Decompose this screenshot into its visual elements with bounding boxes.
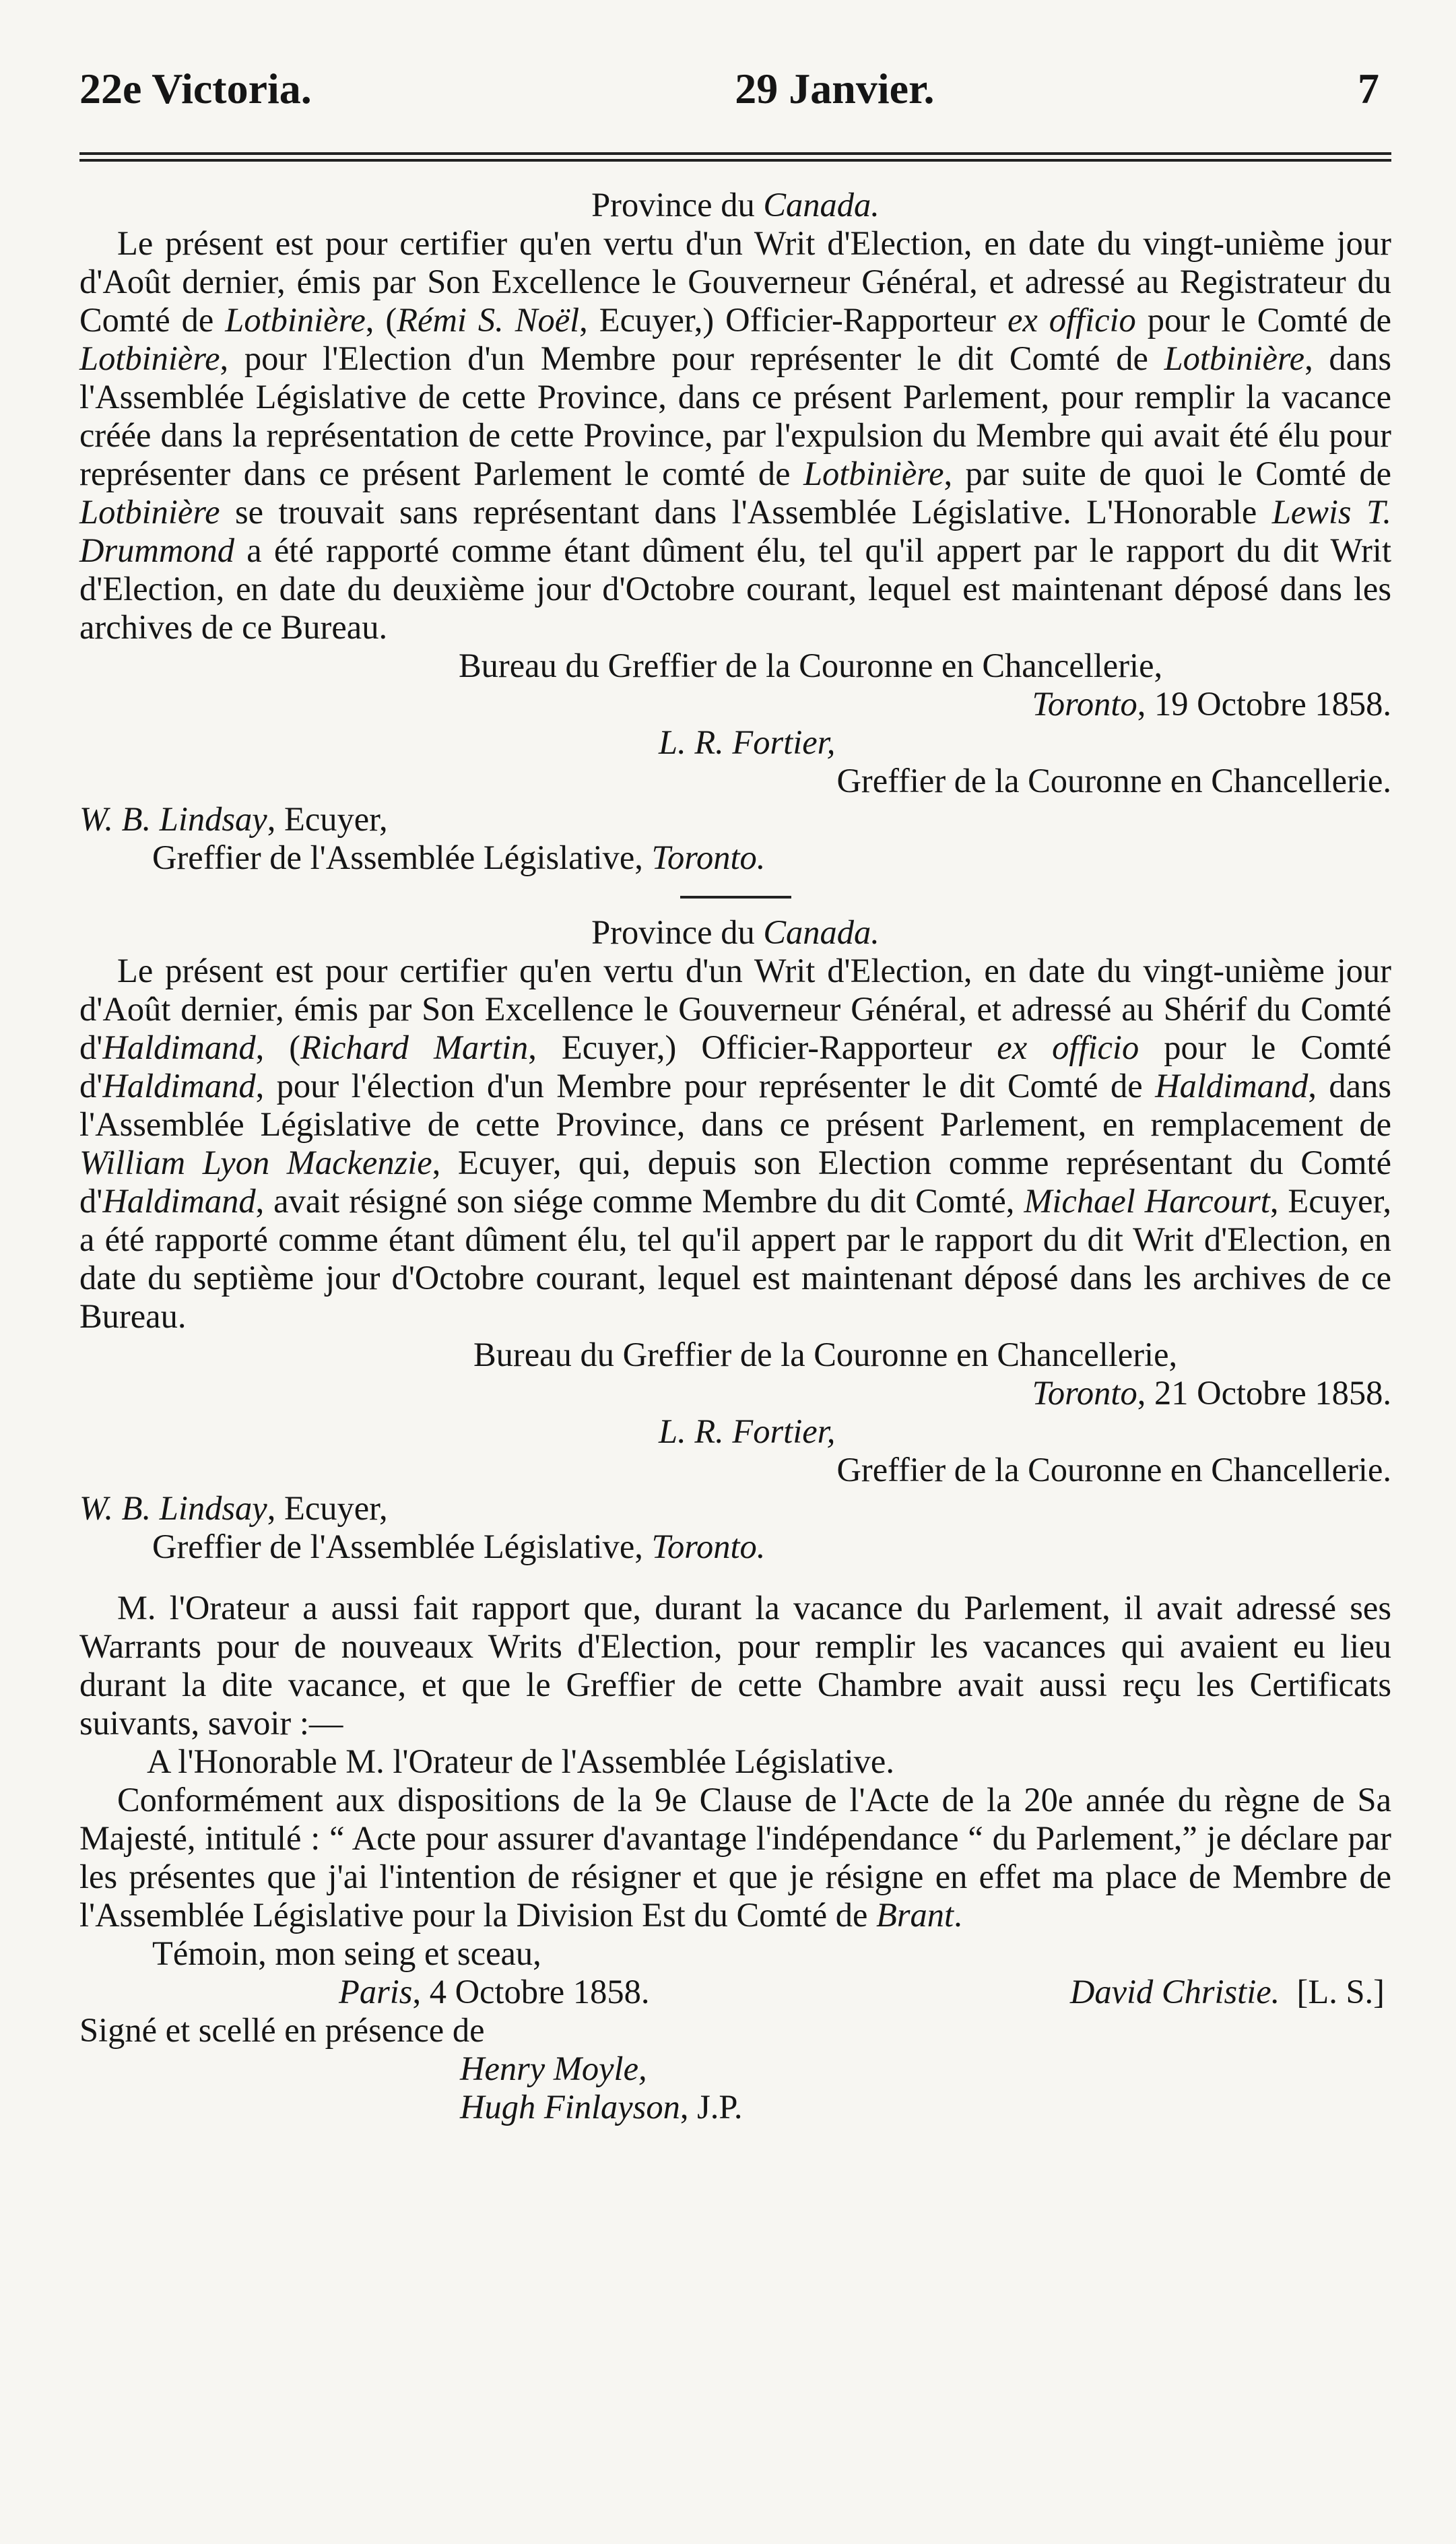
cert2-body: Le présent est pour certifier qu'en vertu d'un Writ d'Election, en date du vingt-unième jour d'Août dernier, émis par Son Excellence le Gouverneur Général, et adressé au Shérif du Comté d'Haldimand, (Richard Martin, Ecuyer,) Officier-Rapporteur ex officio pour le Comté d'Haldimand, pour l'élection d'un Membre pour représenter le dit Comté de Haldimand, dans l'Assemblée Législative de cette Province, dans ce présent Parlement, en remplacement de William Lyon Mackenzie, Ecuyer, qui, depuis son Election comme représentant du Comté d'Haldimand, avait résigné son siége comme Membre du dit Comté, Michael Harcourt, Ecuyer, a été rapporté comme étant dûment élu, tel qu'il appert par le rapport du dit Writ d'Election, en date du septième jour d'Octobre courant, lequel est maintenant déposé dans les archives de ce Bureau. <box>79 952 1391 1335</box>
cert1-place-date: Toronto, 19 Octobre 1858. <box>1032 685 1391 723</box>
cert1-heading <box>79 186 1391 224</box>
cert1-heading-place: Canada. <box>763 186 880 224</box>
witness-1: Henry Moyle, <box>460 2050 647 2087</box>
cert2-place-date: Toronto, 21 Octobre 1858. <box>1032 1374 1391 1412</box>
header-left: 22e Victoria. <box>79 65 312 112</box>
signed-in-presence: Signé et scellé en présence de <box>79 2011 485 2049</box>
seal-mark: [L. S.] <box>1296 1973 1385 2011</box>
cert2-heading-prefix: Province du <box>591 913 755 951</box>
witness-2: Hugh Finlayson, J.P. <box>460 2088 743 2126</box>
cert2-heading <box>79 913 1391 952</box>
witness-line: Témoin, mon seing et sceau, <box>152 1934 541 1972</box>
certificate-1 <box>79 186 1391 877</box>
running-header <box>79 67 1391 110</box>
signature-row <box>79 1973 1391 2011</box>
cert1-signer-title: Greffier de la Couronne en Chancellerie. <box>836 762 1391 800</box>
cert1-signer: L. R. Fortier, <box>659 723 836 761</box>
cert1-bureau: Bureau du Greffier de la Couronne en Chancellerie, <box>459 647 1163 684</box>
cert2-signer-title: Greffier de la Couronne en Chancellerie. <box>836 1451 1391 1489</box>
resignation-body: Conformément aux dispositions de la 9e Clause de l'Acte de la 20e année du règne de Sa Majesté, intitulé : “ Acte pour assurer d'avantage l'indépendance “ du Parlement,” je déclare par les présentes que j'ai l'intention de résigner et que je résigne en effet ma place de Membre de l'Assemblée Législative pour la Division Est du Comté de Brant. <box>79 1781 1391 1934</box>
report-paragraph: M. l'Orateur a aussi fait rapport que, durant la vacance du Parlement, il avait adressé ses Warrants pour de nouveaux Writs d'Election, pour remplir les vacances qui avaient eu lieu durant la dite vacance, et que le Greffier de cette Chambre avait aussi reçu les Certificats suivants, savoir :— <box>79 1589 1391 1742</box>
resignation-signatory: David Christie. [L. S.] <box>1069 1973 1385 2011</box>
cert1-heading-prefix: Province du <box>591 186 755 224</box>
cert2-heading-place: Canada. <box>763 913 880 951</box>
cert2-signer: L. R. Fortier, <box>659 1412 836 1450</box>
header-date: 29 Janvier. <box>735 65 935 112</box>
certificate-2 <box>79 913 1391 1566</box>
cert2-bureau: Bureau du Greffier de la Couronne en Chancellerie, <box>473 1336 1178 1373</box>
cert1-addressee-title: Greffier de l'Assemblée Législative, Toronto. <box>152 839 766 876</box>
resignation-address: A l'Honorable M. l'Orateur de l'Assemblée Législative. <box>147 1742 894 1780</box>
section-divider <box>680 896 791 899</box>
cert1-addressee: W. B. Lindsay, Ecuyer, <box>79 800 388 838</box>
cert2-addressee: W. B. Lindsay, Ecuyer, <box>79 1489 388 1527</box>
report-section <box>79 1589 1391 2126</box>
resignation-place-date: Paris, 4 Octobre 1858. <box>339 1973 650 2011</box>
cert2-addressee-title: Greffier de l'Assemblée Législative, Toronto. <box>152 1528 766 1565</box>
page-number: 7 <box>1358 65 1379 112</box>
header-rule <box>79 152 1391 162</box>
cert1-body: Le présent est pour certifier qu'en vertu d'un Writ d'Election, en date du vingt-unième jour d'Août dernier, émis par Son Excellence le Gouverneur Général, et adressé au Registrateur du Comté de Lotbinière, (Rémi S. Noël, Ecuyer,) Officier-Rapporteur ex officio pour le Comté de Lotbinière, pour l'Election d'un Membre pour représenter le dit Comté de Lotbinière, dans l'Assemblée Législative de cette Province, dans ce présent Parlement, pour remplir la vacance créée dans la représentation de cette Province, par l'expulsion du Membre qui avait été élu pour représenter dans ce présent Parlement le comté de Lotbinière, par suite de quoi le Comté de Lotbinière se trouvait sans représentant dans l'Assemblée Législative. L'Honorable Lewis T. Drummond a été rapporté comme étant dûment élu, tel qu'il appert par le rapport du dit Writ d'Election, en date du deuxième jour d'Octobre courant, lequel est maintenant déposé dans les archives de ce Bureau. <box>79 224 1391 646</box>
